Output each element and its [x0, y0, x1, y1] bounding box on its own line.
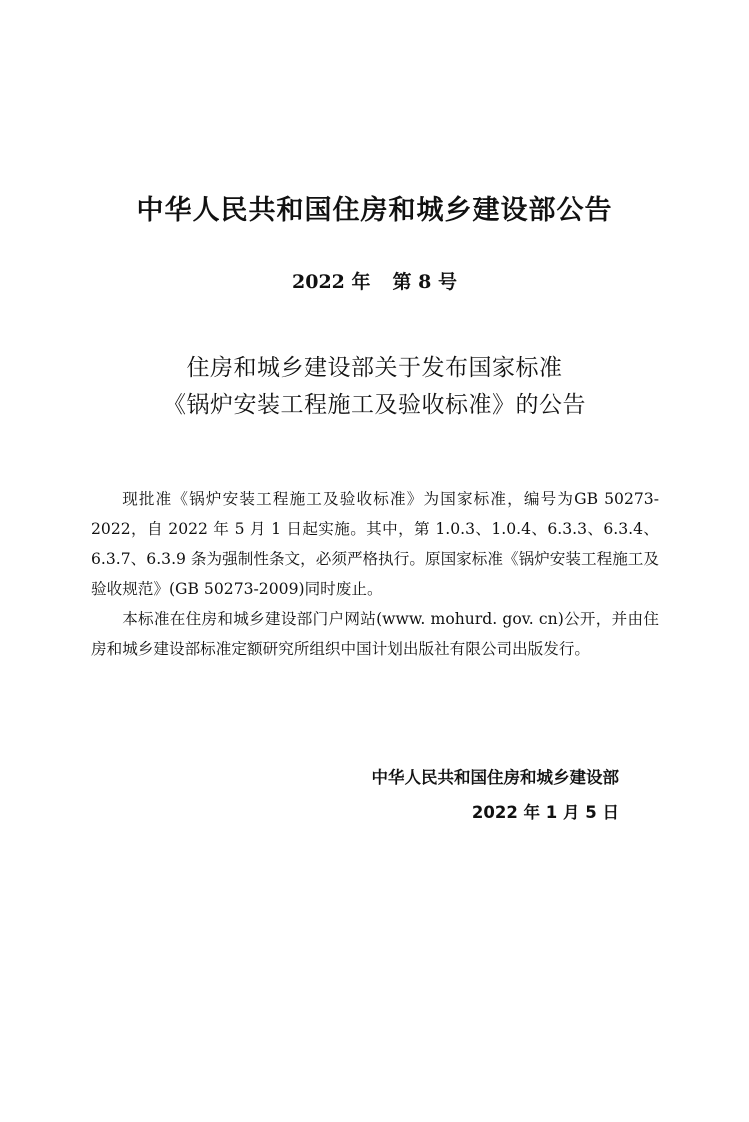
- issue-year: 2022 年: [292, 271, 371, 293]
- signature-block: [372, 760, 620, 830]
- announcement-body: [91, 484, 659, 664]
- announcement-title: [0, 350, 749, 424]
- signature-agency: 中华人民共和国住房和城乡建设部: [371, 768, 619, 787]
- body-paragraph-1: 现批准《锅炉安装工程施工及验收标准》为国家标准，编号为GB 50273-2022，自 2022 年 5 月 1 日起实施。其中，第 1.0.3、1.0.4、6.3.3、6.3.4、6.3.7、6.3.9 条为强制性条文，必须严格执行。原国家标准《锅炉安装工程施工及验收规范》(GB 50273-2009)同时废止。: [91, 490, 659, 598]
- agency-title: 中华人民共和国住房和城乡建设部公告: [136, 195, 613, 226]
- signature-date: 2022 年 1 月 5 日: [471, 803, 619, 822]
- announcement-title-line-1: 住房和城乡建设部关于发布国家标准: [186, 355, 563, 381]
- issue-number: 第 8 号: [392, 271, 457, 293]
- body-paragraph-2: 本标准在住房和城乡建设部门户网站(www. mohurd. gov. cn)公开，并由住房和城乡建设部标准定额研究所组织中国计划出版社有限公司出版发行。: [91, 610, 659, 658]
- issue-number-line: [0, 267, 749, 294]
- announcement-title-line-2: 《锅炉安装工程施工及验收标准》的公告: [163, 392, 586, 418]
